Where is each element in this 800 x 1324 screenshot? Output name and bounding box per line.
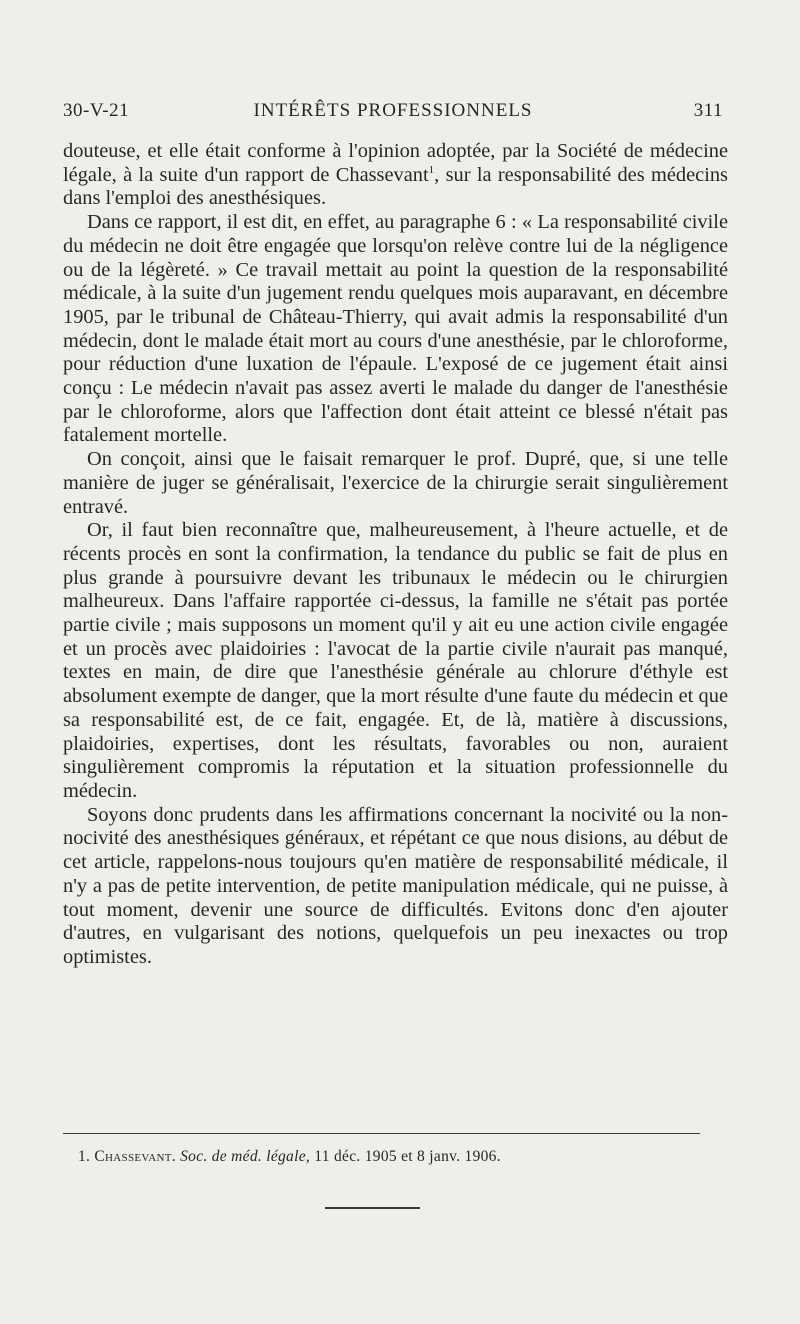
article-body bbox=[63, 140, 728, 970]
paragraph-1 bbox=[63, 140, 728, 211]
paragraph-5: Soyons donc prudents dans les affirmations concernant la nocivité ou la non-nocivité des anesthésiques généraux, et répétant ce que nous disions, au début de cet article, rappelons-nous toujours qu'en matière de responsabilité médicale, il n'y a pas de petite intervention, de petite manipulation médicale, qui ne puisse, à tout moment, devenir une source de difficultés. Evitons donc d'en ajouter d'autres, en vulgarisant des notions, quelquefois un peu inexactes ou trop optimistes. bbox=[63, 803, 728, 968]
running-head bbox=[63, 100, 723, 126]
footnote-author: Chassevant. bbox=[94, 1148, 176, 1165]
end-of-article-rule bbox=[325, 1207, 420, 1209]
paragraph-3: On conçoit, ainsi que le faisait remarquer le prof. Dupré, que, si une telle manière de juger se généralisait, l'exercice de la chirurgie serait singulièrement entravé. bbox=[63, 448, 728, 518]
page-number: 311 bbox=[693, 100, 723, 121]
paragraph-1-text: douteuse, et elle était conforme à l'opinion adoptée, par la Société de médecine légale, à la suite d'un rapport de Chassevant bbox=[63, 140, 728, 186]
footnote-reference[interactable]: 1 bbox=[428, 163, 435, 176]
paragraph-4: Or, il faut bien reconnaître que, malheureusement, à l'heure actuelle, et de récents procès en sont la confirmation, la tendance du public se fait de plus en plus grande à poursuivre devant les tribunaux le médecin ou le chirurgien malheureux. Dans l'affaire rapportée ci-dessus, la famille ne s'était pas portée partie civile ; mais supposons un moment qu'il y ait eu une action civile engagée et un procès avec plaidoiries : l'avocat de la partie civile n'aurait pas manqué, textes en main, de dire que l'anesthésie générale au chlorure d'éthyle est absolument exempte de danger, que la mort résulte d'une faute du médecin et que sa responsabilité est, de ce fait, engagée. Et, de là, matière à discussions, plaidoiries, expertises, dont les résultats, favorables ou non, auraient singulièrement compromis la réputation et la situation professionnelle du médecin. bbox=[63, 519, 728, 802]
footnote-separator bbox=[63, 1133, 700, 1134]
footnote bbox=[78, 1146, 728, 1168]
footnote-source: Soc. de méd. légale, bbox=[180, 1148, 311, 1165]
issue-date: 30-V-21 bbox=[63, 100, 130, 121]
footnote-number: 1. bbox=[78, 1148, 91, 1165]
paragraph-2: Dans ce rapport, il est dit, en effet, au paragraphe 6 : « La responsabilité civile du médecin ne doit être engagée que lorsqu'on relève contre lui de la négligence ou de la légèreté. » Ce travail mettait au point la question de la responsabilité médicale, à la suite d'un jugement rendu quelques mois auparavant, en décembre 1905, par le tribunal de Château-Thierry, qui avait admis la responsabilité d'un médecin, dont le malade était mort au cours d'une anesthésie, par le chloroforme, pour réduction d'une luxation de l'épaule. L'exposé de ce jugement était ainsi conçu : Le médecin n'avait pas assez averti le malade du danger de l'anesthésie par le chloroforme, alors que l'affection dont était atteint ce blessé n'était pas fatalement mortelle. bbox=[63, 211, 728, 447]
section-title: INTÉRÊTS PROFESSIONNELS bbox=[253, 100, 533, 121]
footnote-dates: 11 déc. 1905 et 8 janv. 1906. bbox=[314, 1148, 501, 1165]
paragraph-1-text-end: , sur la responsabilité des médecins dans l'emploi des anesthésiques. bbox=[63, 163, 728, 210]
